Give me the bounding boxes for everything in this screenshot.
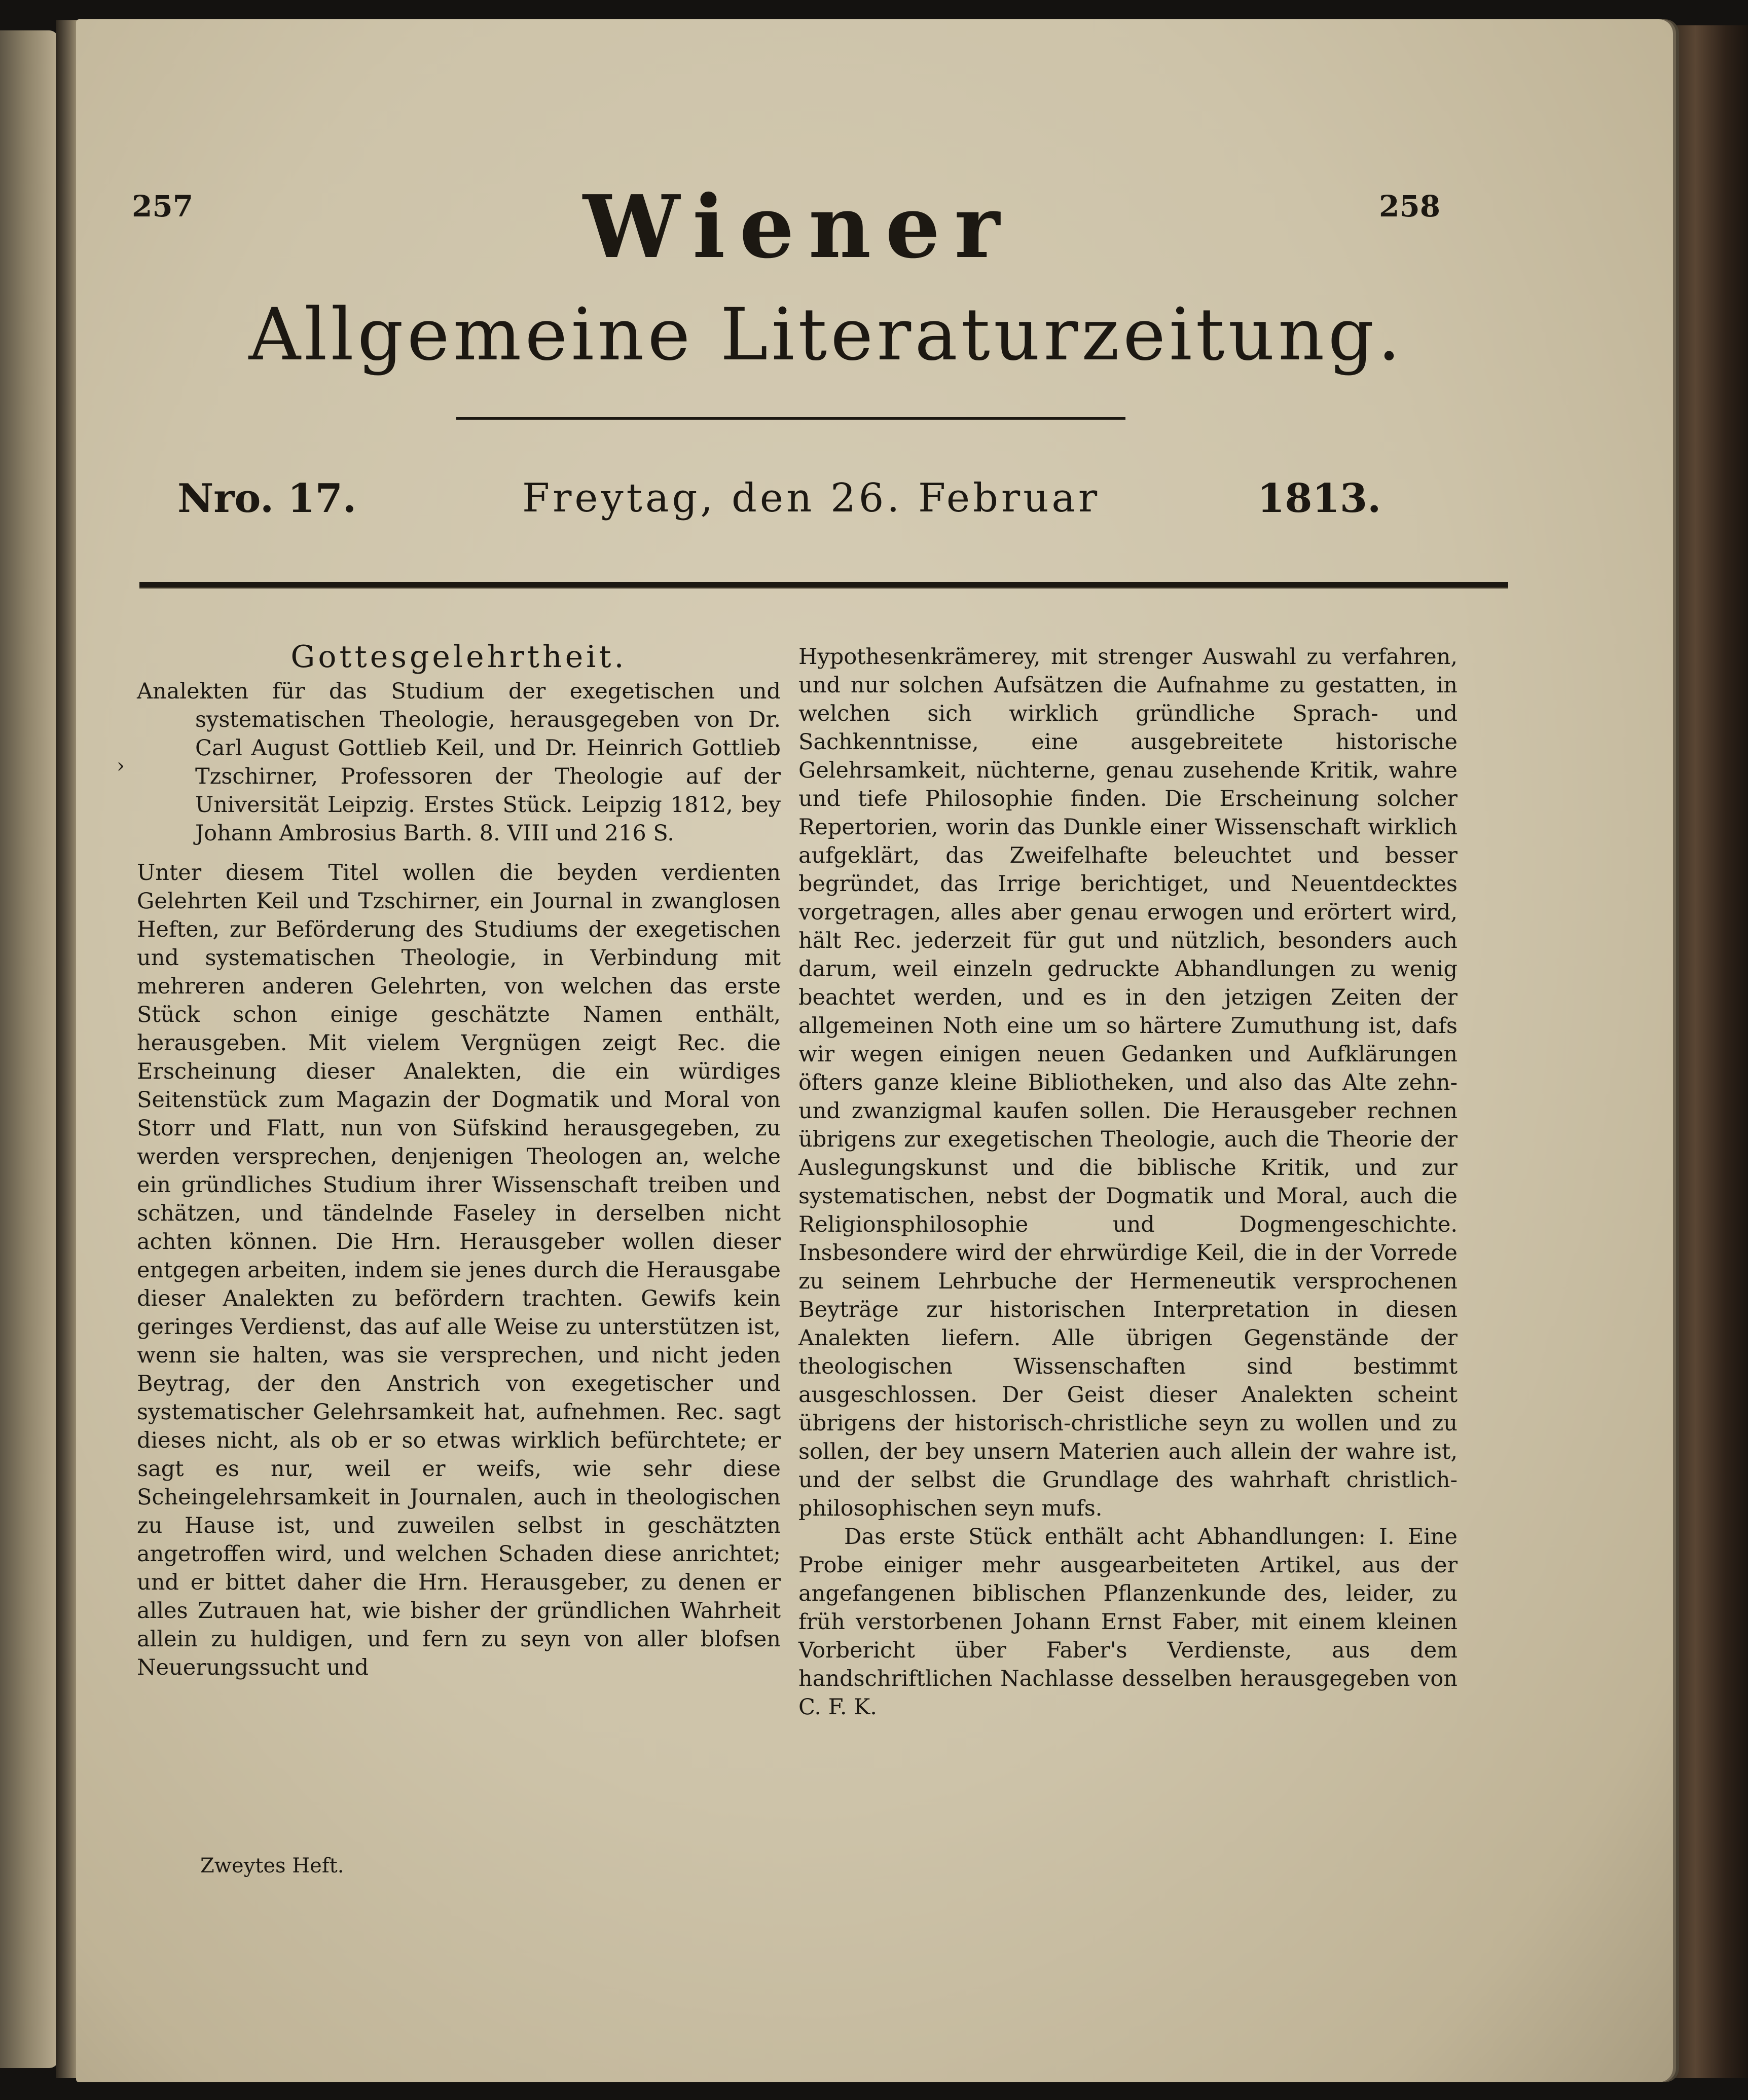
review-text-right-paragraph2: Das erste Stück enthält acht Abhandlungen: I. Eine Probe einiger mehr ausgearbeiteten Artikel, aus der angefangenen biblischen Pflanzenkunde des, leider, zu früh verstorbenen Johann Ernst Faber, mit einem kleinen Vorbericht über Faber's Verdienste, aus dem handschriftlichen Nachlasse desselben herausgegeben von C. F. K. [798,1524,1458,1720]
column-left [137,639,781,1682]
section-title: Gottesgelehrtheit. [290,639,627,675]
masthead-line1: Wiener [583,176,1014,278]
review-text-right: Hypothesenkrämerey, mit strenger Auswahl zu verfahren, und nur solchen Aufsätzen die Aufnahme zu gestatten, in welchen sich wirklich gründliche Sprach- und Sachkenntnisse, eine ausgebreitete historische Gelehrsamkeit, nüchterne, genau zusehende Kritik, wahre und tiefe Philosophie finden. Die Erscheinung solcher Repertorien, worin das Dunkle einer Wissenschaft wirklich aufgeklärt, das Zweifelhafte beleuchtet und besser begründet, das Irrige berichtiget, und Neuentdecktes vorgetragen, alles aber genau erwogen und erörtert wird, hält Rec. jederzeit für gut und nützlich, besonders auch darum, weil einzeln gedruckte Abhandlungen zu wenig beachtet werden, und es in den jetzigen Zeiten der allgemeinen Noth eine um so härtere Zumuthung ist, dafs wir wegen einigen neuen Gedanken und Aufklärungen öfters ganze kleine Bibliotheken, und also das Alte zehn- und zwanzigmal kaufen sollen. Die Herausgeber rechnen übrigens zur exegetischen Theologie, auch die Theorie der Auslegungskunst und die biblische Kritik, und zur systematischen, nebst der Dogmatik und Moral, auch die Religionsphilosophie und Dogmengeschichte. Insbesondere wird der ehrwürdige Keil, die in der Vorrede zu seinem Lehrbuche der Hermeneutik versprochenen Beyträge zur historischen Interpretation in diesen Analekten liefern. Alle übrigen Gegenstände der theologischen Wissenschaften sind bestimmt ausgeschlossen. Der Geist dieser Analekten scheint übrigens der historisch-christliche seyn zu wollen und zu sollen, der bey unsern Materien auch allein der wahre ist, und der selbst die Grundlage des wahrhaft christlich-philosophischen seyn mufs. [798,644,1458,1521]
margin-mark: › [117,754,125,778]
review-text-left: Unter diesem Titel wollen die beyden verdienten Gelehrten Keil und Tzschirner, ein Journal in zwanglosen Heften, zur Beförderung des Studiums der exegetischen und systematischen Theologie, in Verbindung mit mehreren anderen Gelehrten, von welchen das erste Stück schon einige geschätzte Namen enthält, herausgeben. Mit vielem Vergnügen zeigt Rec. die Erscheinung dieser Analekten, die ein würdiges Seitenstück zum Magazin der Dogmatik und Moral von Storr und Flatt, nun von Süfskind herausgegeben, zu werden versprechen, denjenigen Theologen an, welche ein gründliches Studium ihrer Wissenschaft treiben und schätzen, und tändelnde Faseley in derselben nicht achten können. Die Hrn. Herausgeber wollen dieser entgegen arbeiten, indem sie jenes durch die Herausgabe dieser Analekten zu befördern trachten. Gewifs kein geringes Verdienst, das auf alle Weise zu unterstützen ist, wenn sie halten, was sie versprechen, und nicht jeden Beytrag, der den Anstrich von exegetischer und systematischer Gelehrsamkeit hat, aufnehmen. Rec. sagt dieses nicht, als ob er so etwas wirklich befürchtete; er sagt es nur, weil er weifs, wie sehr diese Scheingelehrsamkeit in Journalen, auch in theologischen zu Hause ist, und zuweilen selbst in geschätzten angetroffen wird, und welchen Schaden diese anrichtet; und er bittet daher die Hrn. Herausgeber, zu denen er alles Zutrauen hat, wie bisher der gründlichen Wahrheit allein zu huldigen, und fern zu seyn von aller blofsen Neuerungssucht und [137,860,781,1680]
issue-year: 1813. [1257,475,1381,522]
bibliographic-entry: Analekten für das Studium der exegetischen und systematischen Theologie, herausgegeben von Dr. Carl August Gottlieb Keil, und Dr. Heinrich Gottlieb Tzschirner, Professoren der Theologie auf der Universität Leipzig. Erstes Stück. Leipzig 1812, bey Johann Ambrosius Barth. 8. VIII und 216 S. [137,679,781,846]
page-number-left: 257 [132,189,194,224]
masthead-rule [456,417,1125,420]
issue-number: Nro. 17. [177,475,357,522]
masthead-line2: Allgemeine Literaturzeitung. [248,293,1404,377]
left-page-edge [0,30,58,2068]
newspaper-page [76,19,1673,2082]
column-right [798,643,1458,1721]
header-rule [139,582,1508,588]
book-binding-edge [1673,25,1748,2078]
book-gutter [56,20,79,2078]
issue-date: Freytag, den 26. Februar [522,475,1101,521]
page-number-right: 258 [1379,189,1441,224]
signature-mark: Zweytes Heft. [200,1854,344,1877]
